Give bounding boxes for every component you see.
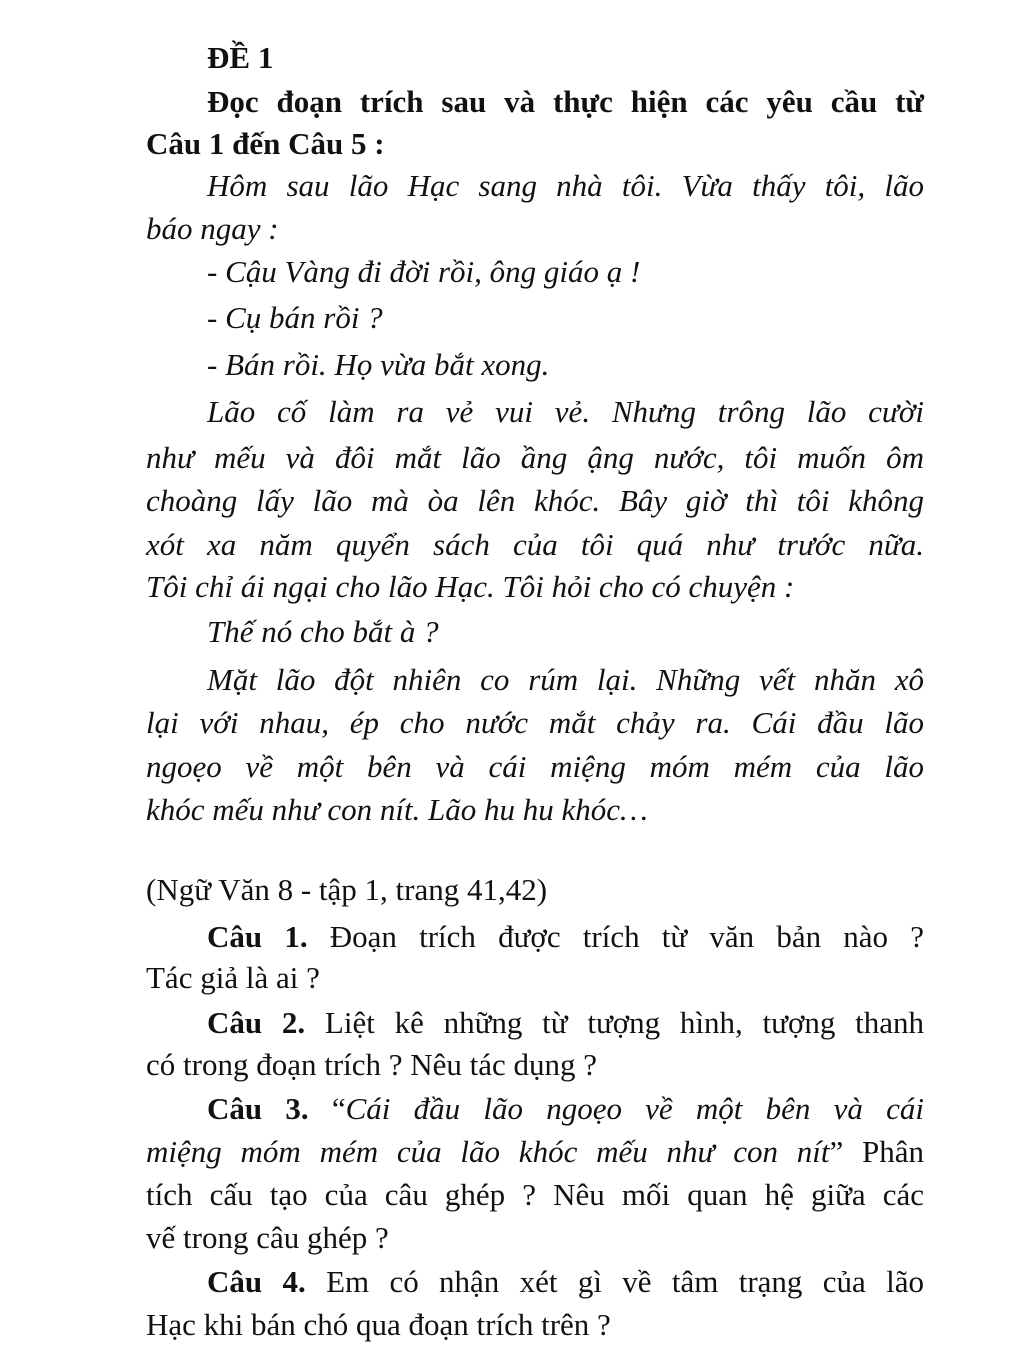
exam-heading: ĐỀ 1 xyxy=(207,40,274,75)
passage-line: khóc mếu như con nít. Lão hu hu khóc… xyxy=(146,792,648,827)
question-3-cont xyxy=(146,1132,924,1172)
passage-line: Thế nó cho bắt à ? xyxy=(207,614,439,649)
question-text: Em có nhận xét gì về tâm trạng của lão xyxy=(326,1264,924,1299)
question-label: Câu 1. xyxy=(207,919,308,954)
passage-line: Lão cố làm ra vẻ vui vẻ. Nhưng trông lão cười xyxy=(207,394,924,429)
passage-line: như mếu và đôi mắt lão ầng ậng nước, tôi muốn ôm xyxy=(146,440,924,475)
question-3 xyxy=(207,1089,924,1129)
passage-line: ngoẹo về một bên và cái miệng móm mém của lão xyxy=(146,749,924,784)
question-label: Câu 3. xyxy=(207,1091,309,1126)
question-1-cont: Tác giả là ai ? xyxy=(146,960,320,995)
dialogue-line: - Bán rồi. Họ vừa bắt xong. xyxy=(207,347,550,382)
question-2 xyxy=(207,1003,924,1043)
passage-line: Hôm sau lão Hạc sang nhà tôi. Vừa thấy tôi, lão xyxy=(207,168,924,203)
passage-line: Tôi chỉ ái ngại cho lão Hạc. Tôi hỏi cho có chuyện : xyxy=(146,569,795,604)
quoted-sentence: Cái đầu lão ngoẹo về một bên và cái xyxy=(345,1091,924,1126)
quoted-sentence: miệng móm mém của lão khóc mếu như con nít xyxy=(146,1134,830,1169)
source-citation: (Ngữ Văn 8 - tập 1, trang 41,42) xyxy=(146,872,548,907)
question-4 xyxy=(207,1262,924,1302)
question-text: Đoạn trích được trích từ văn bản nào ? xyxy=(329,919,924,954)
passage-line: Mặt lão đột nhiên co rúm lại. Những vết nhăn xô xyxy=(207,662,924,697)
question-3-cont: vế trong câu ghép ? xyxy=(146,1220,389,1255)
question-text: Liệt kê những từ tượng hình, tượng thanh xyxy=(324,1005,924,1040)
question-1 xyxy=(207,917,924,957)
dialogue-line: - Cụ bán rồi ? xyxy=(207,300,383,335)
instruction-line-2: Câu 1 đến Câu 5 : xyxy=(146,126,385,161)
question-2-cont: có trong đoạn trích ? Nêu tác dụng ? xyxy=(146,1047,598,1082)
passage-line: báo ngay : xyxy=(146,211,279,246)
passage-line: xót xa năm quyển sách của tôi quá như trước nữa. xyxy=(146,527,924,562)
quote-close: ” Phân xyxy=(829,1134,925,1169)
question-label: Câu 2. xyxy=(207,1005,306,1040)
quote-open: “ xyxy=(331,1091,346,1126)
passage-line: lại với nhau, ép cho nước mắt chảy ra. Cái đầu lão xyxy=(146,705,924,740)
question-label: Câu 4. xyxy=(207,1264,306,1299)
question-4-cont: Hạc khi bán chó qua đoạn trích trên ? xyxy=(146,1307,611,1342)
passage-line: choàng lấy lão mà òa lên khóc. Bây giờ thì tôi không xyxy=(146,483,924,518)
instruction-line-1: Đọc đoạn trích sau và thực hiện các yêu cầu từ xyxy=(207,84,924,119)
dialogue-line: - Cậu Vàng đi đời rồi, ông giáo ạ ! xyxy=(207,254,641,289)
question-3-cont: tích cấu tạo của câu ghép ? Nêu mối quan hệ giữa các xyxy=(146,1177,924,1212)
